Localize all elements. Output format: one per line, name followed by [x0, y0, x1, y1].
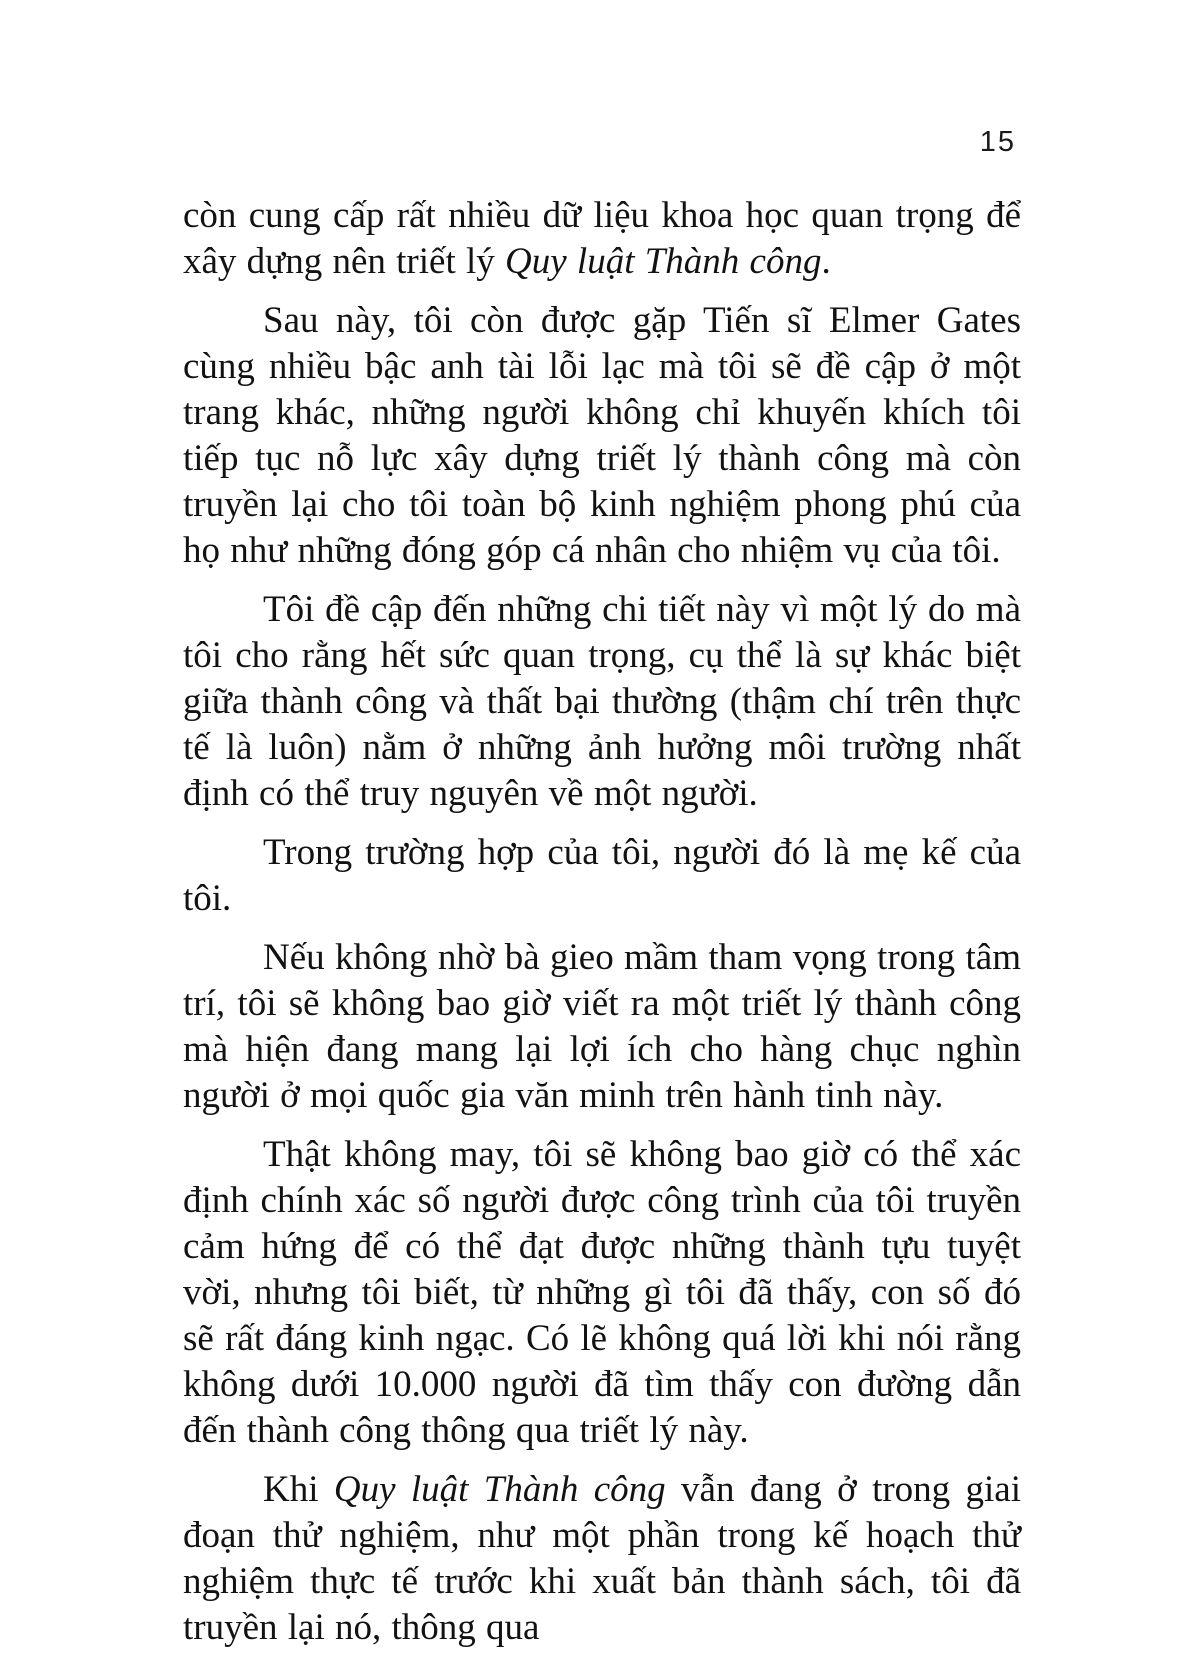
italic-text-segment: Quy luật Thành công: [505, 241, 822, 282]
paragraph: [183, 935, 1021, 1119]
text-segment: Thật không may, tôi sẽ không bao giờ có thể xác định chính xác số người được công trình của tôi truyền cảm hứng để có thể đạt được những thành tựu tuyệt vời, nhưng tôi biết, từ những gì tôi đã thấy, con số đó sẽ rất đáng kinh ngạc. Có lẽ không quá lời khi nói rằng không dưới 10.000 người đã tìm thấy con đường dẫn đến thành công thông qua triết lý này.: [183, 1134, 1021, 1451]
text-segment: còn cung cấp rất nhiều dữ liệu khoa học quan trọng để xây dựng nên triết lý: [183, 195, 1021, 282]
text-segment: .: [821, 241, 831, 282]
text-segment: Khi: [263, 1469, 334, 1510]
page-number: 15: [979, 126, 1016, 158]
paragraph: [183, 587, 1021, 817]
text-block: [183, 193, 1021, 1664]
text-segment: vẫn đang ở trong giai đoạn thử nghiệm, như một phần trong kế hoạch thử nghiệm thực tế trước khi xuất bản thành sách, tôi đã truyền lại nó, thông qua: [183, 1469, 1022, 1648]
text-segment: Trong trường hợp của tôi, người đó là mẹ kế của tôi.: [183, 832, 1021, 919]
paragraph: [183, 193, 1021, 285]
paragraph: [183, 298, 1021, 574]
paragraph: [183, 1467, 1021, 1651]
italic-text-segment: Quy luật Thành công: [333, 1469, 666, 1510]
text-segment: Tôi đề cập đến những chi tiết này vì một lý do mà tôi cho rằng hết sức quan trọng, cụ thể là sự khác biệt giữa thành công và thất bại thường (thậm chí trên thực tế là luôn) nằm ở những ảnh hưởng môi trường nhất định có thể truy nguyên về một người.: [183, 589, 1021, 814]
paragraph: [183, 1132, 1021, 1454]
text-segment: Nếu không nhờ bà gieo mầm tham vọng trong tâm trí, tôi sẽ không bao giờ viết ra một triết lý thành công mà hiện đang mang lại lợi ích cho hàng chục nghìn người ở mọi quốc gia văn minh trên hành tinh này.: [183, 937, 1021, 1116]
text-segment: Sau này, tôi còn được gặp Tiến sĩ Elmer Gates cùng nhiều bậc anh tài lỗi lạc mà tôi sẽ đề cập ở một trang khác, những người không chỉ khuyến khích tôi tiếp tục nỗ lực xây dựng triết lý thành công mà còn truyền lại cho tôi toàn bộ kinh nghiệm phong phú của họ như những đóng góp cá nhân cho nhiệm vụ của tôi.: [183, 300, 1021, 571]
paragraph: [183, 830, 1021, 922]
